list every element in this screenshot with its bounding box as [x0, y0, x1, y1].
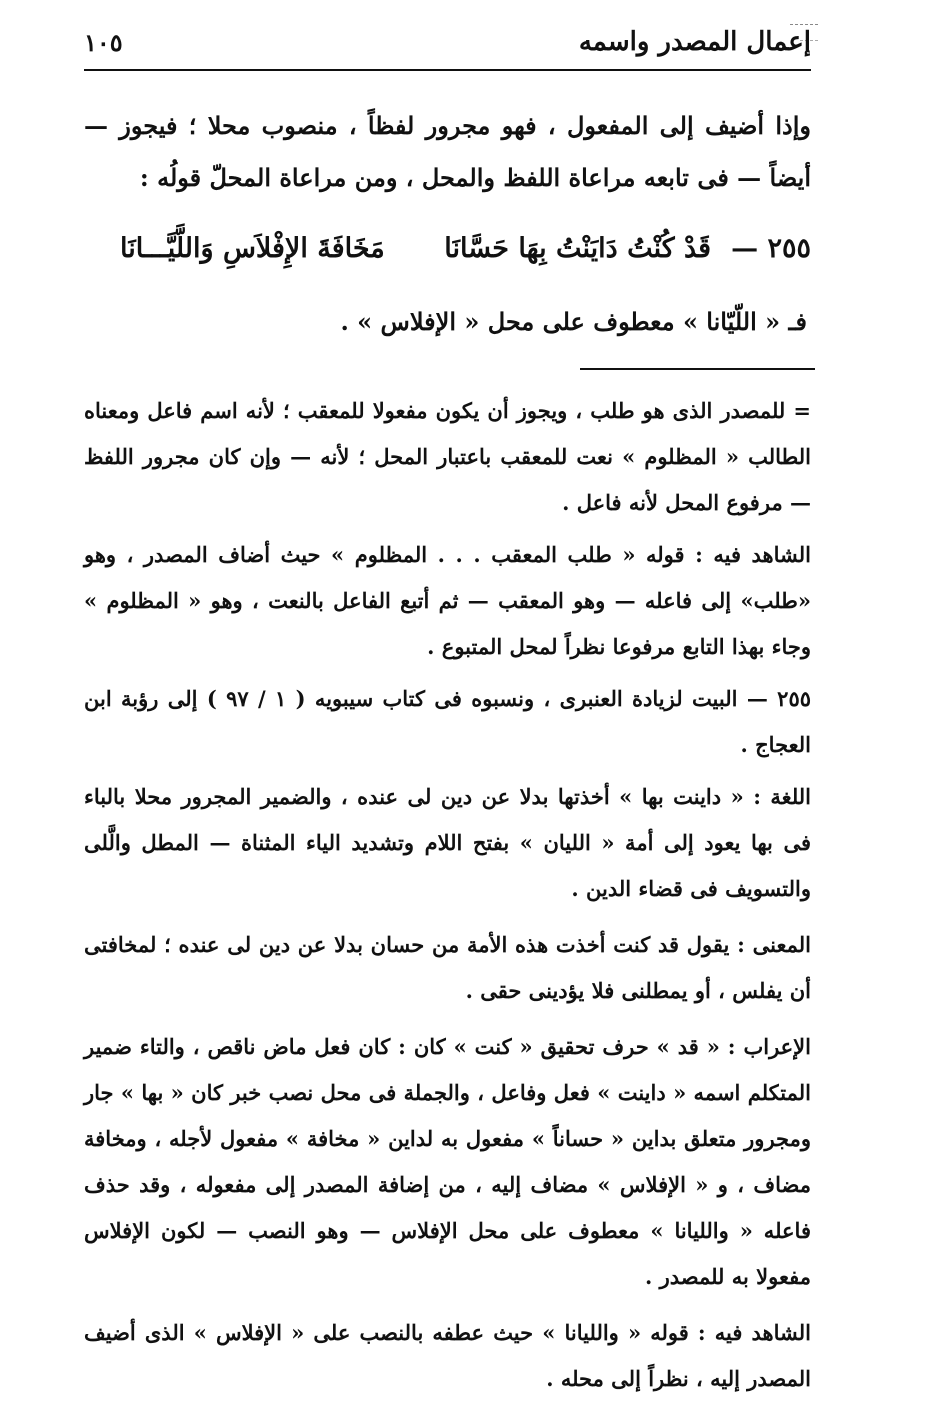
- footnote-paragraph: = للمصدر الذى هو طلب ، ويجوز أن يكون مفعولا للمعقب ؛ لأنه اسم فاعل ومعناه الطالب « المظلوم » نعت للمعقب باعتبار المحل ؛ لأنه — وإن كان مجرور اللفظ — مرفوع المحل لأنه فاعل .: [84, 398, 811, 515]
- footnote-paragraph: الشاهد فيه : قوله « والليانا » حيث عطفه بالنصب على « الإفلاس » الذى أضيف المصدر إليه ، نظراً إلى محله .: [84, 1320, 811, 1391]
- chapter-title: إعمال المصدر واسمه: [578, 27, 811, 57]
- footnote-paragraph: ٢٥٥ — البيت لزيادة العنبرى ، ونسبوه فى كتاب سيبويه ( ١ / ٩٧ ) إلى رؤبة ابن العجاج .: [84, 686, 812, 757]
- footnote-paragraph: الشاهد فيه : قوله « طلب المعقب . . . المظلوم » حيث أضاف المصدر ، وهو «طلب» إلى فاعله — وهو المعقب — ثم أتبع الفاعل بالنعت ، وهو « المظلوم » وجاء بهذا التابع مرفوعا نظراً لمحل المتبوع .: [84, 542, 811, 659]
- verse-first-hemistich: قَدْ كُنْتُ دَايَنْتُ بِهَا حَسَّانَا: [444, 232, 712, 264]
- footnote-paragraph: المعنى : يقول قد كنت أخذت هذه الأمة من حسان بدلا عن دين لى عنده ؛ لمخافتى أن يفلس ، أو يمطلنى فلا يؤدينى حقى .: [84, 932, 811, 1003]
- poetry-verse: [120, 222, 811, 274]
- main-text: [84, 100, 811, 204]
- verse-body: [120, 233, 711, 264]
- verse-number: ٢٥٥ —: [731, 232, 811, 264]
- footnote-rule: [580, 368, 815, 370]
- main-paragraph: وإذا أضيف إلى المفعول ، فهو مجرور لفظاً ، منصوب محلا ؛ فيجوز — أيضاً — فى تابعه مراعاة اللفظ والمحل ، ومن مراعاة المحلّ قولُه :: [84, 111, 811, 192]
- verse-gloss: فـ « اللّيّانا » معطوف على محل « الإفلاس » .: [340, 307, 807, 336]
- footnote-paragraph: اللغة : « داينت بها » أخذتها بدلا عن دين لى عنده ، والضمير المجرور محلا بالباء فى بها يعود إلى أمة « الليان » بفتح اللام وتشديد الياء المثناة — المطل والَّلى والتسويف فى قضاء الدين .: [84, 784, 811, 901]
- footnotes: [84, 388, 811, 1408]
- page-number: ١٠٥: [84, 27, 123, 57]
- verse-second-hemistich: مَخَافَةَ الإِفْلاَسِ وَاللَّيَّـــانَا: [120, 232, 385, 264]
- footnote-paragraph: الإعراب : « قد » حرف تحقيق « كنت » كان : كان فعل ماض ناقص ، والتاء ضمير المتكلم اسمه « داينت » فعل وفاعل ، والجملة فى محل نصب خبر كان « بها » جار ومجرور متعلق بداين « حساناً » مفعول به لداين « مخافة » مفعول لأجله ، ومخافة مضاف ، و « الإفلاس » مضاف إليه ، من إضافة المصدر إلى مفعوله ، وقد حذف فاعله « والليانا » معطوف على محل الإفلاس — وهو النصب — لكون الإفلاس مفعولا به للمصدر .: [84, 1034, 811, 1289]
- running-header: [84, 22, 811, 62]
- header-rule: [84, 69, 811, 71]
